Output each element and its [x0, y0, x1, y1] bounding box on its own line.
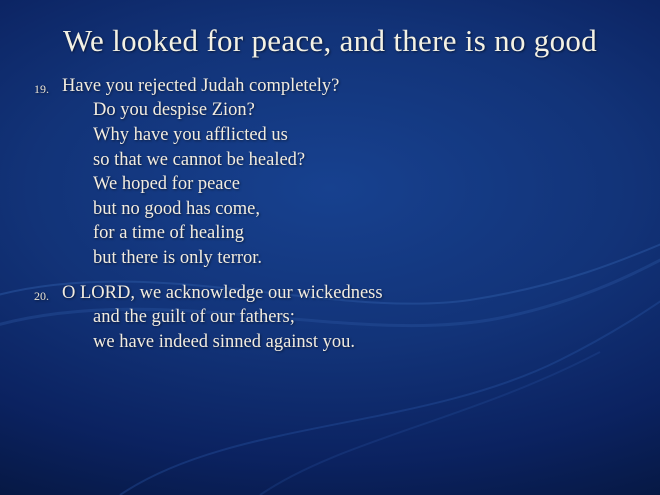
verse-line: but there is only terror.	[93, 247, 263, 268]
verse-line: so that we cannot be healed?	[93, 149, 306, 170]
verse-line: for a time of healing	[93, 223, 245, 244]
verse-lines	[62, 281, 640, 355]
verse-number: 20.	[34, 288, 49, 303]
verse-line: but no good has come,	[93, 198, 260, 219]
slide-body	[0, 74, 660, 355]
slide-title: We looked for peace, and there is no good	[62, 23, 598, 58]
verse-line: We hoped for peace	[93, 174, 240, 195]
verse-line: and the guilt of our fathers;	[93, 307, 295, 328]
verse-block	[28, 281, 640, 355]
verse-line: Do you despise Zion?	[93, 100, 255, 121]
verse-line: O LORD, we acknowledge our wickedness	[62, 282, 383, 303]
verse-line: we have indeed sinned against you.	[93, 331, 356, 352]
verse-line: Why have you afflicted us	[93, 125, 288, 145]
verse-number: 19.	[34, 81, 49, 96]
verse-line: Have you rejected Judah completely?	[62, 75, 340, 96]
verse-lines	[62, 74, 640, 271]
verse-block	[28, 74, 640, 271]
